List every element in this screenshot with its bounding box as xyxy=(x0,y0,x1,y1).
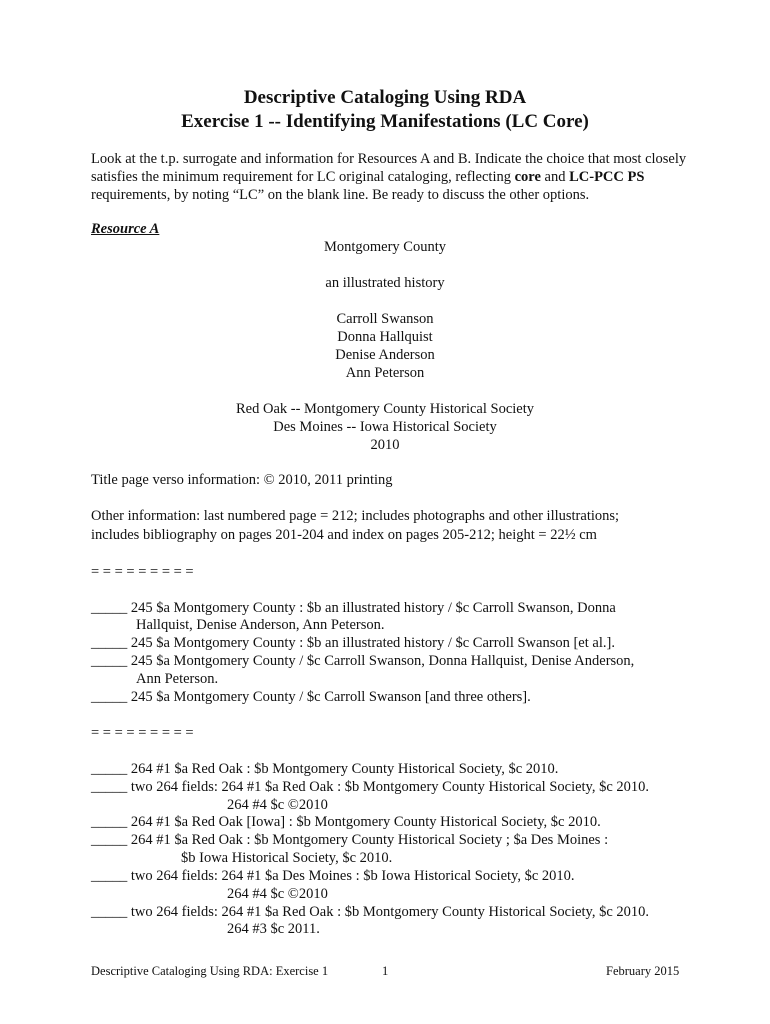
resource-heading: Resource A xyxy=(91,221,160,237)
document-subtitle: Exercise 1 -- Identifying Manifestations (LC Core) xyxy=(181,111,589,132)
footer-title: Descriptive Cataloging Using RDA: Exercise 1 xyxy=(91,964,329,978)
option-264-cont: 264 #4 $c ©2010 xyxy=(227,886,328,902)
option-245: _____ 245 $a Montgomery County / $c Carroll Swanson [and three others]. xyxy=(91,689,531,705)
tp-publisher: Des Moines -- Iowa Historical Society xyxy=(273,419,497,435)
instructions-text-1: Look at the t.p. surrogate and information for Resources A and B. Indicate the choice that most closely satisfies the minimum requirement for LC original cataloging, reflecting xyxy=(91,151,687,185)
tp-date: 2010 xyxy=(370,437,400,453)
footer-date: February 2015 xyxy=(606,964,680,978)
instructions-paragraph xyxy=(91,150,691,204)
tp-author: Donna Hallquist xyxy=(337,329,433,345)
option-264: _____ 264 #1 $a Red Oak : $b Montgomery County Historical Society, $c 2010. xyxy=(91,761,559,777)
option-264: _____ 264 #1 $a Red Oak : $b Montgomery County Historical Society ; $a Des Moines : xyxy=(91,832,609,848)
option-245-cont: Ann Peterson. xyxy=(136,671,219,687)
tp-author: Carroll Swanson xyxy=(336,311,434,327)
verso-info: Title page verso information: © 2010, 2011 printing xyxy=(91,472,393,488)
tp-title: Montgomery County xyxy=(323,239,447,255)
tp-publisher: Red Oak -- Montgomery County Historical Society xyxy=(235,401,534,417)
instructions-and: and xyxy=(540,169,570,185)
option-264-cont: 264 #3 $c 2011. xyxy=(227,921,320,937)
option-245-cont: Hallquist, Denise Anderson, Ann Peterson. xyxy=(136,617,385,633)
tp-author: Denise Anderson xyxy=(335,347,435,363)
tp-author: Ann Peterson xyxy=(345,365,425,381)
other-info-line: Other information: last numbered page = 212; includes photographs and other illustrations; xyxy=(91,508,620,524)
option-264: _____ two 264 fields: 264 #1 $a Red Oak : $b Montgomery County Historical Society, $c 2010. xyxy=(91,904,650,920)
other-info-line: includes bibliography on pages 201-204 and index on pages 205-212; height = 22½ cm xyxy=(91,527,597,543)
option-245: _____ 245 $a Montgomery County / $c Carroll Swanson, Donna Hallquist, Denise Anderson, xyxy=(91,653,635,669)
document-title: Descriptive Cataloging Using RDA xyxy=(243,87,527,108)
separator: = = = = = = = = = xyxy=(91,725,194,741)
option-264-cont: 264 #4 $c ©2010 xyxy=(227,797,328,813)
option-264-cont: $b Iowa Historical Society, $c 2010. xyxy=(181,850,393,866)
instructions-core: core xyxy=(514,169,541,185)
option-245: _____ 245 $a Montgomery County : $b an illustrated history / $c Carroll Swanson, Donna xyxy=(91,600,616,616)
option-264: _____ 264 #1 $a Red Oak [Iowa] : $b Montgomery County Historical Society, $c 2010. xyxy=(91,814,601,830)
instructions-lcpcc: LC-PCC PS xyxy=(569,169,645,185)
option-264: _____ two 264 fields: 264 #1 $a Des Moines : $b Iowa Historical Society, $c 2010. xyxy=(91,868,575,884)
instructions-text-2: requirements, by noting “LC” on the blank line. Be ready to discuss the other options. xyxy=(91,187,590,203)
separator: = = = = = = = = = xyxy=(91,564,194,580)
option-264: _____ two 264 fields: 264 #1 $a Red Oak : $b Montgomery County Historical Society, $c 2010. xyxy=(91,779,650,795)
tp-subtitle: an illustrated history xyxy=(325,275,445,291)
page-number: 1 xyxy=(382,964,389,978)
option-245: _____ 245 $a Montgomery County : $b an illustrated history / $c Carroll Swanson [et al.]. xyxy=(91,635,615,651)
